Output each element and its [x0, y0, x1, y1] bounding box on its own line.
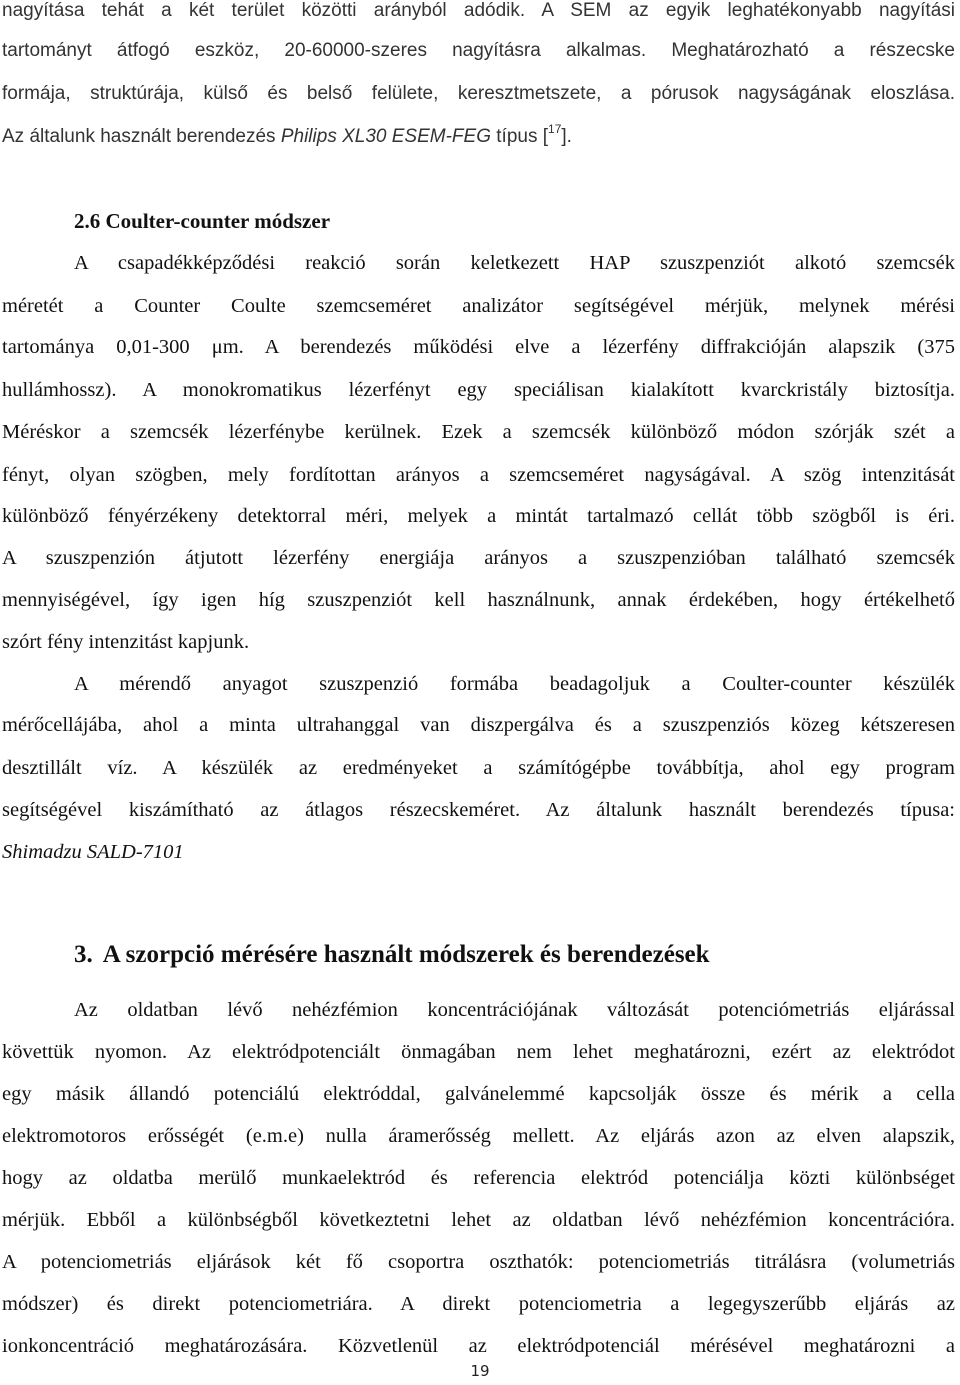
paragraph-line: fényt, olyan szögben, mely fordítottan arányos a szemcseméret nagyságával. A szög intenzitását [2, 464, 955, 486]
paragraph-line: mérjük. Ebből a különbségből következtetni lehet az oldatban lévő nehézfémion koncentrációra. [2, 1209, 955, 1231]
paragraph-line: hogy az oldatba merülő munkaelektród és referencia elektród potenciálja közti különbséget [2, 1167, 955, 1189]
paragraph-line: Az oldatban lévő nehézfémion koncentrációjának változását potenciómetriás eljárással [74, 999, 955, 1021]
paragraph-line: A csapadékképződési reakció során keletkezett HAP szuszpenziót alkotó szemcsék [74, 252, 955, 274]
paragraph-line: Méréskor a szemcsék lézerfénybe kerülnek. Ezek a szemcsék különböző módon szórják szét a [2, 421, 955, 443]
paragraph-line: hullámhossz). A monokromatikus lézerfényt egy speciálisan kialakított kvarckristály biztosítja. [2, 379, 955, 401]
paragraph-line: tartományt átfogó eszköz, 20-60000-szeres nagyításra alkalmas. Meghatározható a részecske [2, 40, 955, 61]
section-heading: 2.6 Coulter-counter módszer [74, 209, 331, 233]
paragraph-line: segítségével kiszámítható az átlagos részecskeméret. Az általunk használt berendezés típusa: [2, 799, 955, 821]
paragraph-line: szórt fény intenzitást kapjunk. [2, 631, 250, 653]
page-number: 19 [470, 1362, 490, 1380]
device-name: Philips XL30 ESEM-FEG [280, 126, 491, 147]
paragraph-line: követtük nyomon. Az elektródpotenciált önmagában nem lehet meghatározni, ezért az elektródot [2, 1041, 955, 1063]
paragraph-line: nagyítása tehát a két terület közötti arányból adódik. A SEM az egyik leghatékonyabb nagyítási [2, 0, 955, 21]
paragraph-line: módszer) és direkt potenciometriára. A direkt potenciometria a legegyszerűbb eljárás az [2, 1293, 955, 1315]
paragraph-line: A potenciometriás eljárások két fő csoportra oszthatók: potenciometriás titrálásra (volumetriás [2, 1251, 955, 1273]
reference-number: 17 [548, 122, 562, 136]
device-name: Shimadzu SALD-7101 [2, 841, 184, 863]
paragraph-line: A szuszpenzión átjutott lézerfény energiája arányos a szuszpenzióban található szemcsék [2, 547, 955, 569]
paragraph-line: mennyiségével, így igen híg szuszpenziót kell használnunk, annak érdekében, hogy értékelhető [2, 589, 955, 611]
paragraph-line [2, 841, 955, 863]
paragraph-line: A mérendő anyagot szuszpenzió formába beadagoljuk a Coulter-counter készülék [74, 673, 955, 695]
paragraph-line: elektromotoros erősségét (e.m.e) nulla áramerősség mellett. Az eljárás azon az elven alapszik, [2, 1125, 955, 1147]
paragraph-line: mérőcellájába, ahol a minta ultrahanggal van diszpergálva és a szuszpenziós közeg kétszeresen [2, 714, 955, 736]
text-fragment: típus [ [490, 126, 549, 147]
paragraph-line: egy másik állandó potenciálú elektróddal, galvánelemmé kapcsolják össze és mérik a cella [2, 1083, 955, 1105]
paragraph-line: formája, struktúrája, külső és belső felülete, keresztmetszete, a pórusok nagyságának eloszlása. [2, 83, 955, 104]
paragraph-line: méretét a Counter Coulte szemcseméret analizátor segítségével mérjük, melynek mérési [2, 295, 955, 317]
paragraph-line [2, 122, 955, 148]
chapter-heading [74, 941, 710, 969]
text-fragment: ]. [561, 126, 572, 147]
chapter-title: A szorpció mérésére használt módszerek és berendezések [102, 941, 710, 968]
text-fragment: Az általunk használt berendezés [2, 126, 281, 147]
paragraph-line: desztillált víz. A készülék az eredményeket a számítógépbe továbbítja, ahol egy program [2, 757, 955, 779]
paragraph-line: különböző fényérzékeny detektorral méri, melyek a mintát tartalmazó cellát több szögből is éri. [2, 505, 955, 527]
chapter-number: 3. [74, 941, 93, 968]
paragraph-line: tartománya 0,01-300 μm. A berendezés működési elve a lézerfény diffrakcióján alapszik (375 [2, 336, 955, 358]
paragraph-line: ionkoncentráció meghatározására. Közvetlenül az elektródpotenciál mérésével meghatározni a [2, 1335, 955, 1357]
